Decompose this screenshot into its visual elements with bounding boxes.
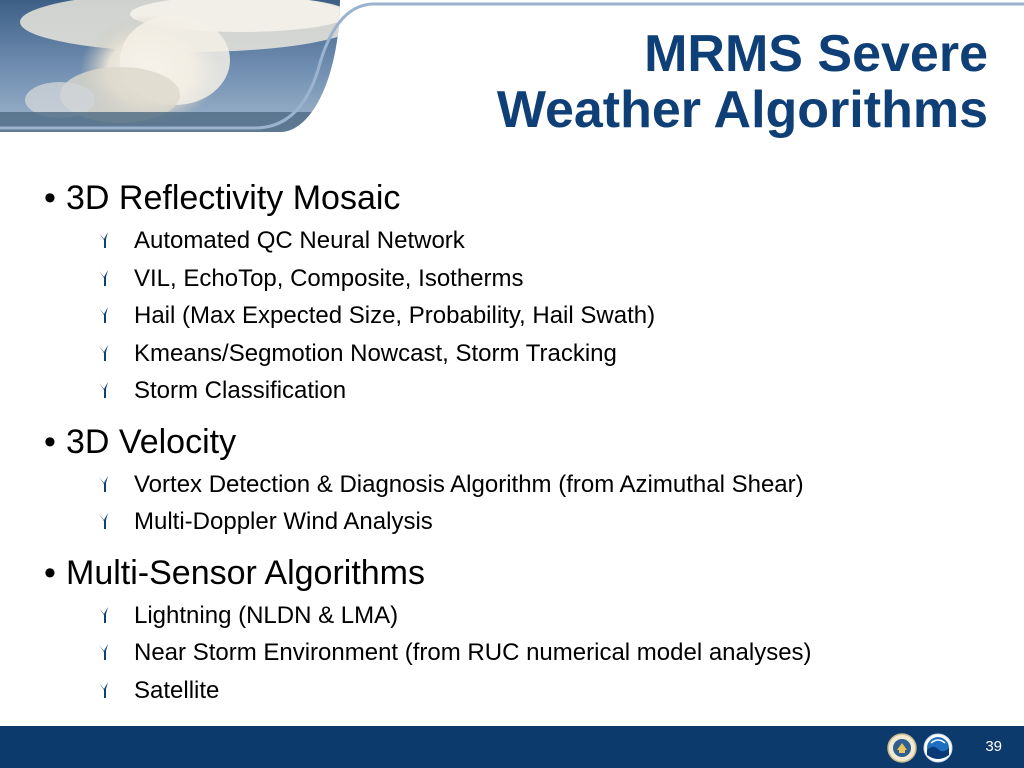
section-heading-text: 3D Velocity	[66, 422, 237, 461]
sub-item-list	[44, 597, 1004, 710]
list-item	[44, 372, 1004, 410]
y-shaped-bullet-icon	[96, 512, 112, 530]
y-shaped-bullet-icon	[96, 269, 112, 287]
list-item	[44, 597, 1004, 635]
bullet-dot: •	[44, 179, 56, 217]
y-shaped-bullet-icon	[96, 606, 112, 624]
list-item-text: Storm Classification	[134, 377, 347, 404]
title-line-1: MRMS Severe	[644, 25, 988, 83]
sub-item-list	[44, 222, 1004, 410]
y-shaped-bullet-icon	[96, 475, 112, 493]
section-heading	[44, 178, 1004, 218]
commerce-seal-icon	[887, 733, 917, 763]
list-item-text: Lightning (NLDN & LMA)	[134, 601, 399, 629]
list-item-text: Multi-Doppler Wind Analysis	[134, 508, 433, 535]
list-item	[44, 672, 1004, 710]
sub-item-list	[44, 466, 1004, 541]
section-multisensor	[44, 553, 1004, 710]
y-shaped-bullet-icon	[96, 231, 112, 249]
list-item-text: Hail (Max Expected Size, Probability, Hail Swath)	[134, 302, 656, 329]
section-heading-text: Multi-Sensor Algorithms	[66, 553, 426, 592]
list-item	[44, 260, 1004, 298]
list-item	[44, 335, 1004, 373]
list-item	[44, 634, 1004, 672]
list-item	[44, 222, 1004, 260]
section-heading	[44, 553, 1004, 593]
list-item-text: Near Storm Environment (from RUC numerical model analyses)	[134, 639, 812, 666]
page-number: 39	[985, 738, 1002, 755]
slide-title	[497, 26, 988, 138]
y-shaped-bullet-icon	[96, 306, 112, 324]
footer-bar	[0, 726, 1024, 768]
list-item-text: Satellite	[134, 676, 220, 704]
bullet-dot: •	[44, 422, 56, 461]
noaa-logo-icon	[923, 733, 953, 763]
list-item	[44, 503, 1004, 541]
list-item-text: Vortex Detection & Diagnosis Algorithm (from Azimuthal Shear)	[134, 470, 804, 498]
list-item	[44, 466, 1004, 504]
y-shaped-bullet-icon	[96, 643, 112, 661]
y-shaped-bullet-icon	[96, 381, 112, 399]
bullet-dot: •	[44, 553, 56, 592]
y-shaped-bullet-icon	[96, 344, 112, 362]
y-shaped-bullet-icon	[96, 681, 112, 699]
title-line-2: Weather Algorithms	[496, 81, 988, 139]
list-item-text: Kmeans/Segmotion Nowcast, Storm Tracking	[134, 339, 617, 367]
slide-content	[44, 178, 1004, 721]
section-velocity	[44, 422, 1004, 541]
section-reflectivity	[44, 178, 1004, 410]
list-item-text: Automated QC Neural Network	[134, 227, 465, 254]
section-heading	[44, 422, 1004, 462]
list-item-text: VIL, EchoTop, Composite, Isotherms	[134, 264, 524, 292]
list-item	[44, 297, 1004, 335]
section-heading-text: 3D Reflectivity Mosaic	[66, 179, 401, 217]
